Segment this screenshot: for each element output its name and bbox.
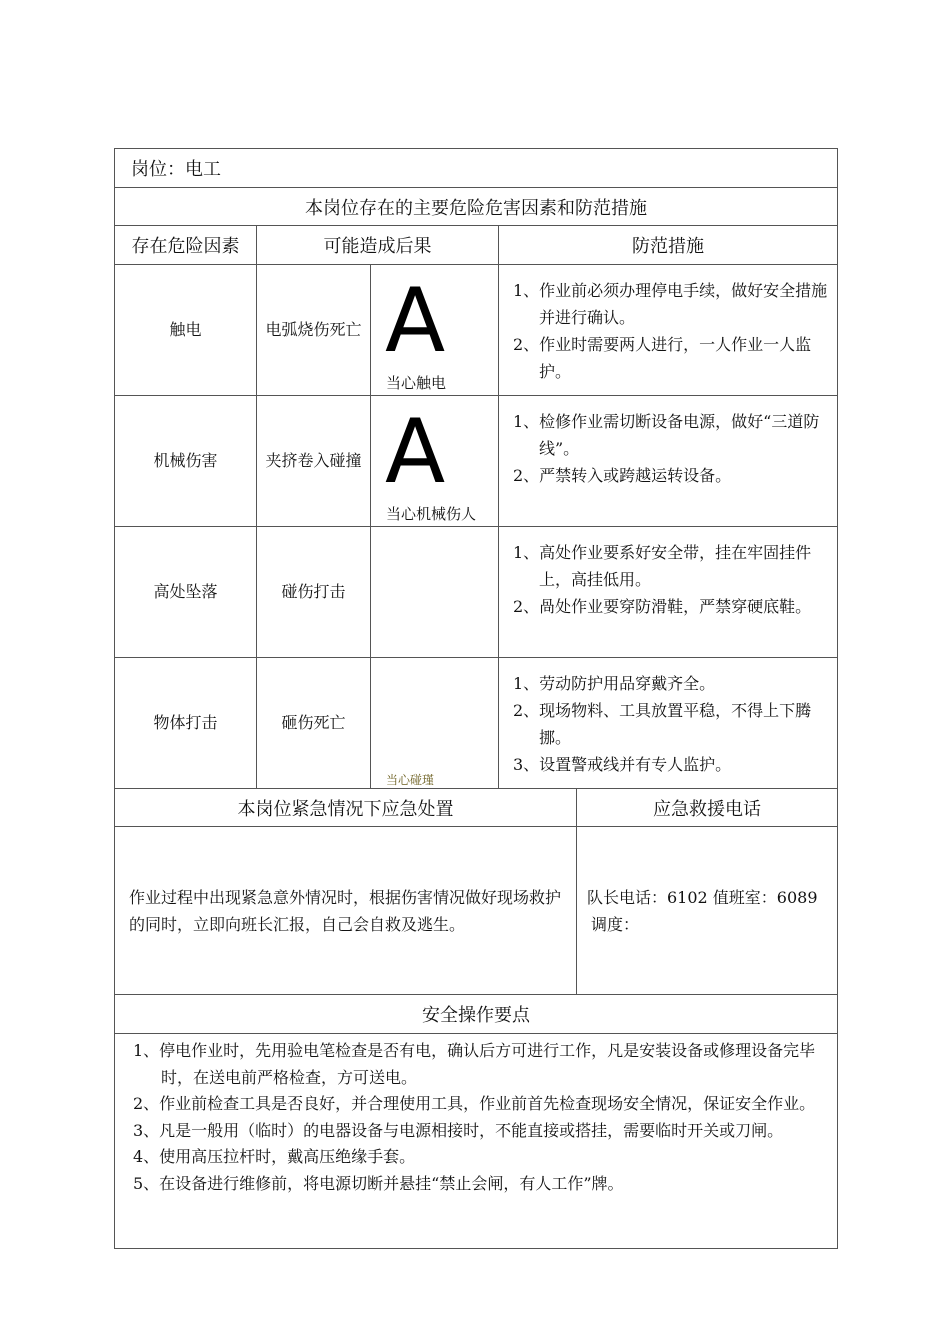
consequence-cell: 电弧烧伤死亡 <box>257 265 371 396</box>
measures-cell <box>499 527 838 658</box>
warning-sign-glyph: A <box>385 400 446 503</box>
safety-card <box>114 148 837 1249</box>
hazard-row <box>115 265 838 396</box>
measures-cell <box>499 658 838 789</box>
operation-item: 5、在设备进行维修前，将电源切断并悬挂“禁止会闸，有人工作”牌。 <box>133 1173 624 1193</box>
warning-sign-cell <box>371 396 499 527</box>
operation-item: 2、作业前检查工具是否良好，并合理使用工具，作业前首先检查现场安全情况，保证安全作业。 <box>133 1094 816 1113</box>
measure-item: 1、高处作业要系好安全带，挂在牢固挂件上，高挂低用。 <box>513 543 812 589</box>
warning-sign-cell <box>371 527 499 658</box>
measure-item: 2、严禁转入或跨越运转设备。 <box>513 466 732 485</box>
emergency-procedure: 作业过程中出现紧急意外情况时，根据伤害情况做好现场救护的同时，立即向班长汇报，自己会自救及逃生。 <box>115 827 577 995</box>
measure-item: 2、作业时需要两人进行，一人作业一人监护。 <box>513 335 812 381</box>
operation-item: 3、凡是一般用（临时）的电器设备与电源相接时，不能直接或搭挂，需要临时开关或刀闸。 <box>133 1120 784 1140</box>
consequence-cell: 碰伤打击 <box>257 527 371 658</box>
emergency-title: 本岗位紧急情况下应急处置 <box>115 789 577 827</box>
operations-list <box>121 1038 831 1243</box>
hazard-cell: 机械伤害 <box>115 396 257 527</box>
measure-item: 2、咼处作业要穿防滑鞋，严禁穿硬底鞋。 <box>513 597 812 616</box>
hazards-title: 本岗位存在的主要危险危害因素和防范措施 <box>115 188 838 226</box>
hazard-row <box>115 396 838 527</box>
post-title: 岗位：电工 <box>115 149 838 188</box>
warning-sign-caption: 当心机械伤人 <box>386 505 477 523</box>
phone-title: 应急救援电话 <box>577 789 838 827</box>
warning-sign-cell <box>371 265 499 396</box>
operation-item: 4、使用高压拉杆时，戴高压绝缘手套。 <box>133 1147 416 1166</box>
measure-item: 1、作业前必须办理停电手续，做好安全措施并进行确认。 <box>513 281 828 327</box>
warning-sign-caption: 当心触电 <box>386 374 447 392</box>
operations-cell <box>115 1034 838 1249</box>
col-header-hazard: 存在危险因素 <box>115 226 257 265</box>
measure-item: 1、劳动防护用品穿戴齐全。 <box>513 674 716 693</box>
measure-item: 3、设置警戒线并有专人监护。 <box>513 755 732 774</box>
safety-table <box>114 148 838 1249</box>
warning-sign-cell <box>371 658 499 789</box>
hazard-cell: 物体打击 <box>115 658 257 789</box>
col-header-measures: 防范措施 <box>499 226 838 265</box>
consequence-cell: 夹挤卷入碰撞 <box>257 396 371 527</box>
operation-item: 1、停电作业时，先用验电笔检查是否有电，确认后方可进行工作，凡是安装设备或修理设备完毕时，在送电前严格检查，方可送电。 <box>133 1041 816 1087</box>
phone-cell <box>577 827 838 995</box>
warning-sign-caption: 当心碰瑾 <box>386 773 435 787</box>
phone-line-leader: 队长电话：6102 值班室：6089 <box>587 887 818 907</box>
col-header-consequence: 可能造成后果 <box>257 226 499 265</box>
measures-cell <box>499 396 838 527</box>
warning-sign-glyph: A <box>385 269 446 372</box>
hazard-row <box>115 527 838 658</box>
consequence-cell: 砸伤死亡 <box>257 658 371 789</box>
hazard-row <box>115 658 838 789</box>
measures-cell <box>499 265 838 396</box>
hazard-cell: 高处坠落 <box>115 527 257 658</box>
measure-item: 2、现场物料、工具放置平稳，不得上下腾挪。 <box>513 701 812 747</box>
operations-title: 安全操作要点 <box>115 995 838 1034</box>
measure-item: 1、检修作业需切断设备电源，做好“三道防线”。 <box>513 412 820 458</box>
hazard-cell: 触电 <box>115 265 257 396</box>
phone-line-dispatch: 调度： <box>591 914 640 934</box>
